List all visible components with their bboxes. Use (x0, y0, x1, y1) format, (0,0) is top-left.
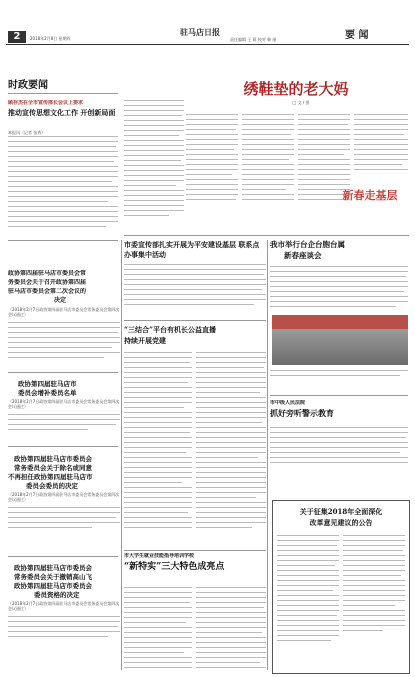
issue-date: 2018年2月8日 星期四 (30, 36, 71, 41)
title-line-2: 改革意见建议的公告 (309, 518, 373, 527)
article-byline: □ 文 / 图 (292, 100, 310, 105)
decision-4 (8, 564, 120, 674)
article-propaganda-meeting (8, 100, 118, 235)
editor-line: 责任编辑 王 莉 校对 韩 丽 (230, 37, 277, 42)
article-propaganda-continuation (124, 100, 184, 235)
decision-title-line-2: 委员会增补委员名单 (18, 389, 77, 397)
new-year-banner (335, 185, 405, 207)
decision-note: （2018年2月7日政协第四届驻马店市委员会常务委员会第四次会议通过） (8, 307, 120, 317)
article-byline: 本报讯（记者 张秀） (8, 130, 46, 135)
page-number: 2 (8, 31, 26, 43)
decision-title-line-2: 常务委员会关于撤销高山飞 (14, 573, 92, 581)
article-taiwan-body (270, 264, 408, 319)
article-body-lines (8, 136, 118, 236)
article-elder-body (186, 112, 408, 232)
title-line-2: 持续开展党建 (124, 336, 166, 345)
decision-title-line-1: 政协第四届驻马店市委员会 (14, 564, 92, 572)
article-vocational-body (124, 585, 266, 673)
title-line-2: 新春座谈会 (284, 251, 322, 260)
announcement-box (272, 500, 410, 674)
article-kicker: 顾存杰在全市宣传部长会议上要求 (8, 100, 84, 106)
article-title: 抓好旁听警示教育 (270, 408, 334, 418)
forum-photo (272, 315, 408, 365)
header-rule (6, 44, 409, 45)
decision-title-line-4: 委员资格的决定 (34, 591, 80, 599)
decision-title-line-1: 政协第四届驻马店市 (18, 380, 77, 388)
title-line-1: 我市举行台企台胞台属 (270, 240, 345, 249)
section-name: 要 闻 (345, 30, 369, 41)
decision-title-line-3: 不再担任政协第四届驻马店市 (8, 473, 93, 481)
decision-3 (8, 455, 120, 555)
decision-2 (8, 380, 120, 440)
decision-title-line-4: 决定 (54, 297, 67, 304)
article-kicker: 市大学生就业技能指导培训学校 (124, 553, 195, 559)
article-vocational (124, 553, 266, 583)
decision-note: （2018年2月7日政协第四届驻马店市委员会常务委员会第四次会议通过） (8, 492, 120, 502)
article-propaganda-dept-body (124, 262, 266, 317)
decision-title-line-1: 政协第四届驻马店市委员会常 (8, 270, 87, 277)
article-elder-embroidery (186, 54, 408, 114)
forum-photo-caption-lines (270, 368, 408, 388)
banner-text: 新春走基层 (342, 189, 398, 202)
decision-title-line-2: 常务委员会关于除名或同意 (14, 464, 92, 472)
article-three-combo-body (124, 350, 266, 550)
article-kicker: 市中级人民法院 (270, 400, 306, 406)
article-title: 推动宣传思想文化工作 开创新局面 (8, 108, 116, 117)
decision-note: （2018年2月7日政协第四届驻马店市委员会常务委员会第四次会议通过） (8, 399, 120, 409)
article-title: “新特实”三大特色成亮点 (124, 562, 225, 572)
decision-title-line-4: 委员会委员的决定 (26, 482, 78, 490)
column-label (8, 80, 118, 94)
decision-title-line-3: 驻马店市委员会第二次会议的 (8, 288, 87, 295)
article-court-body (270, 425, 408, 480)
title-line-1: 关于征集2018年全面深化 (299, 507, 383, 516)
decision-title-line-2: 务委员会关于召开政协第四届 (8, 279, 87, 286)
decision-title-line-1: 政协第四届驻马店市委员会 (14, 455, 92, 463)
column-label-text: 时政要闻 (8, 80, 48, 91)
article-title: 绣鞋垫的老大妈 (243, 80, 349, 98)
page-header (0, 0, 415, 44)
decision-note: （2018年2月7日政协第四届驻马店市委员会常务委员会第四次会议通过） (8, 601, 120, 611)
article-title: 市委宣传部扎实开展为平安建设基层 联系点办事集中活动 (124, 240, 260, 259)
title-line-1: “三结合”平台有机长公益直播 (124, 325, 217, 334)
paper-name: 驻马店日报 (180, 27, 220, 37)
decision-1 (8, 270, 120, 360)
decision-title-line-3: 政协第四届驻马店市委员会 (14, 582, 92, 590)
